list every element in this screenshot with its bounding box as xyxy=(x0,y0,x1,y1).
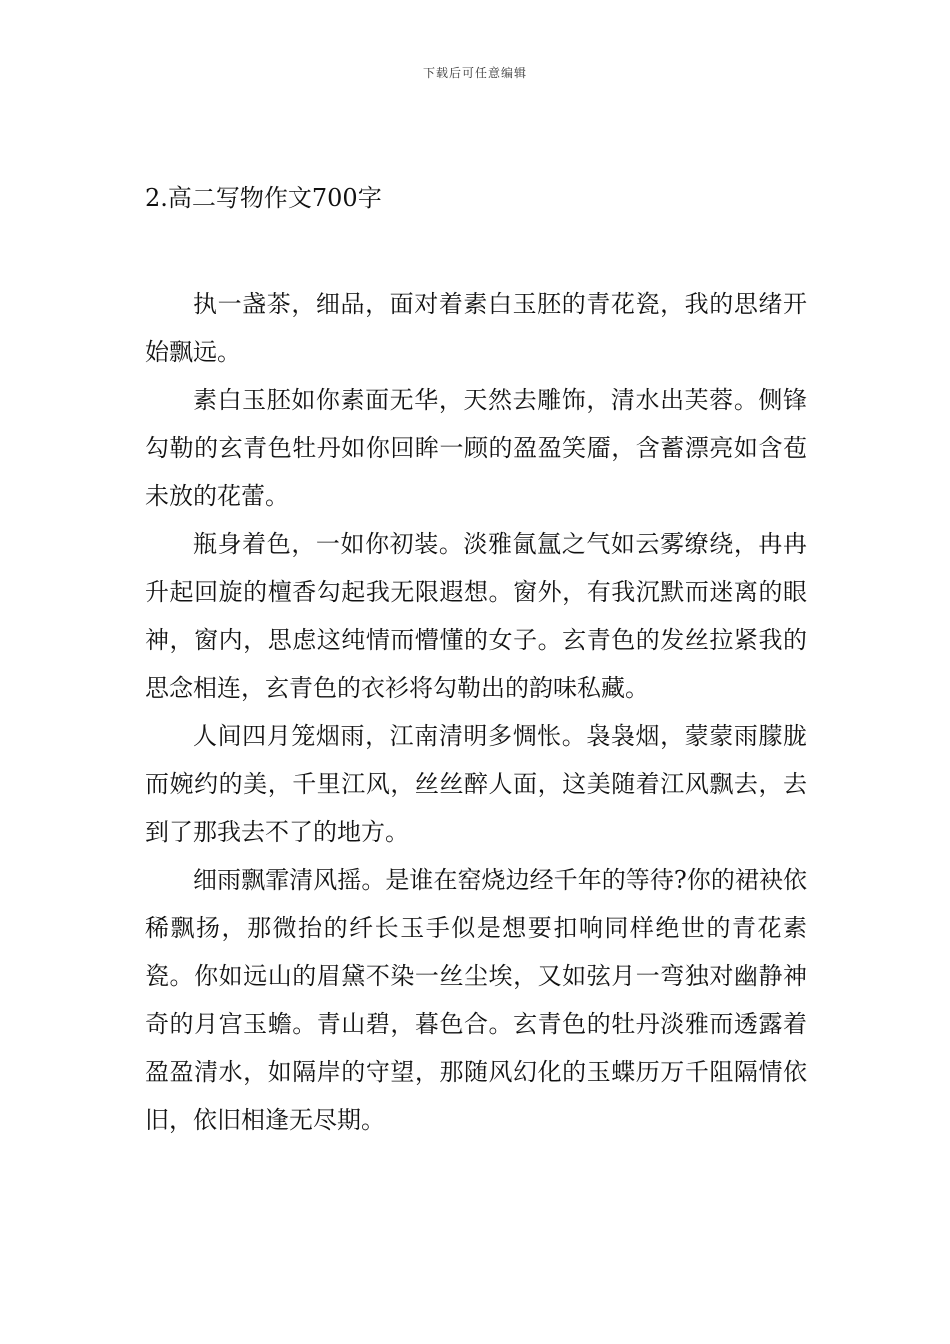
document-title: 2.高二写物作文700字 xyxy=(145,184,382,212)
document-body xyxy=(145,280,807,1144)
page-header: 下载后可任意编辑 xyxy=(422,66,527,80)
paragraph: 执一盏茶，细品，面对着素白玉胚的青花瓷，我的思绪开始飘远。 xyxy=(145,290,807,366)
paragraph: 瓶身着色，一如你初装。淡雅氤氲之气如云雾缭绕，冉冉升起回旋的檀香勾起我无限遐想。窗外，有我沉默而迷离的眼神，窗内，思虑这纯情而懵懂的女子。玄青色的发丝拉紧我的思念相连，玄青色的衣衫将勾勒出的韵味私藏。 xyxy=(145,530,807,702)
paragraph: 素白玉胚如你素面无华，天然去雕饰，清水出芙蓉。侧锋勾勒的玄青色牡丹如你回眸一顾的盈盈笑靥，含蓄漂亮如含苞未放的花蕾。 xyxy=(145,386,807,510)
paragraph: 细雨飘霏清风摇。是谁在窑烧边经千年的等待?你的裙袂依稀飘扬，那微抬的纤长玉手似是想要扣响同样绝世的青花素瓷。你如远山的眉黛不染一丝尘埃，又如弦月一弯独对幽静神奇的月宫玉蟾。青山碧，暮色合。玄青色的牡丹淡雅而透露着盈盈清水，如隔岸的守望，那随风幻化的玉蝶历万千阻隔情依旧，依旧相逢无尽期。 xyxy=(145,866,807,1134)
paragraph: 人间四月笼烟雨，江南清明多惆怅。袅袅烟，蒙蒙雨朦胧而婉约的美，千里江风，丝丝醉人面，这美随着江风飘去，去到了那我去不了的地方。 xyxy=(145,722,807,846)
